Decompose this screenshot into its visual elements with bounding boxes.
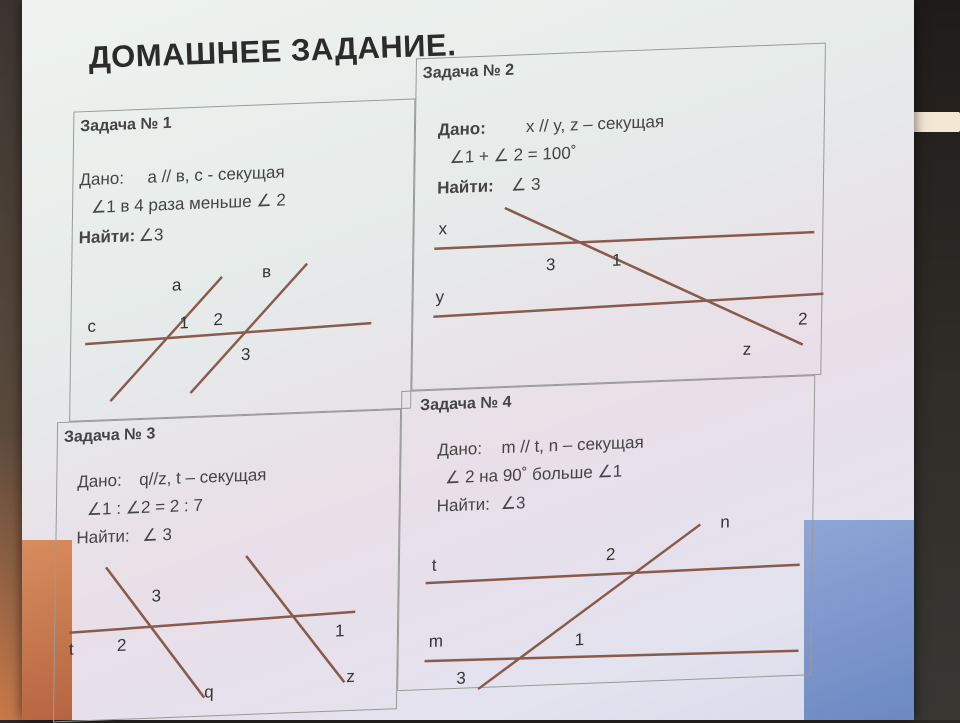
task-2-label-y: y [435, 287, 445, 307]
task-2-label-z: z [742, 339, 752, 359]
task-3-find-label: Найти: [76, 526, 130, 548]
task-3-given-label: Дано: [77, 470, 122, 492]
page-title: ДОМАШНЕЕ ЗАДАНИЕ. [88, 27, 457, 75]
task-3-angle-3: 3 [151, 586, 162, 606]
task-4-given-label: Дано: [437, 438, 483, 460]
task-3-heading: Задача № 3 [63, 425, 156, 446]
task-3-given-line2: ∠1 : ∠2 = 2 : 7 [86, 495, 204, 520]
task-3-label-z: z [346, 666, 356, 687]
task-3-line-t [69, 612, 355, 633]
task-2-angle-2: 2 [797, 309, 808, 329]
task-3-figure [54, 540, 400, 723]
task-4-angle-3: 3 [456, 668, 466, 688]
task-2-line-x [434, 232, 814, 249]
task-4-find-value: ∠3 [500, 493, 526, 514]
task-2-figure [412, 184, 825, 390]
task-grid [53, 42, 830, 702]
task-2-panel [411, 43, 826, 391]
task-1-figure [70, 240, 412, 413]
task-2-given-label: Дано: [437, 118, 486, 140]
task-4-panel [397, 375, 815, 691]
task-4-line-t [426, 565, 800, 583]
task-1-angle-1: 1 [179, 313, 190, 333]
task-1-angle-3: 3 [240, 344, 251, 365]
task-3-panel [53, 409, 401, 722]
task-1-given-label: Дано: [79, 168, 125, 190]
task-3-angle-1: 1 [334, 621, 345, 641]
task-3-find-value: ∠ 3 [142, 524, 173, 545]
task-1-label-a: a [171, 275, 182, 295]
task-3-label-q: q [204, 682, 214, 702]
task-1-heading: Задача № 1 [80, 114, 172, 136]
task-2-given-line1: x // y, z – секущая [525, 111, 665, 137]
task-3-label-t: t [68, 639, 74, 659]
task-1-find-label: Найти: [78, 226, 136, 248]
task-4-heading: Задача № 4 [419, 393, 512, 415]
task-2-angle-1: 1 [611, 250, 622, 270]
task-2-line-y [433, 294, 823, 317]
task-1-find-value: ∠3 [138, 225, 164, 246]
task-2-line-z [503, 196, 805, 356]
task-4-line-m [424, 647, 798, 665]
task-4-angle-2: 2 [605, 544, 616, 565]
task-1-angle-2: 2 [213, 309, 224, 330]
task-2-label-x: x [438, 219, 448, 239]
task-4-figure [398, 506, 814, 692]
task-4-given-line2: ∠ 2 на 90˚ больше ∠1 [444, 461, 623, 488]
task-2-find-label: Найти: [437, 176, 494, 198]
task-4-line-n [478, 525, 700, 690]
task-1-line-c [85, 323, 371, 344]
task-1-panel [69, 98, 415, 421]
task-2-given-line2: ∠1 + ∠ 2 = 100˚ [449, 143, 577, 168]
task-4-angle-1: 1 [574, 629, 585, 650]
task-1-given-line1: a // в, c - секущая [147, 162, 285, 187]
task-1-label-c: c [87, 316, 97, 337]
task-2-angle-3: 3 [545, 255, 556, 275]
task-1-line-a [110, 277, 222, 401]
task-4-label-t: t [431, 555, 437, 575]
task-3-given-line1: q//z, t – секущая [139, 465, 267, 490]
task-1-given-line2: ∠1 в 4 раза меньше ∠ 2 [90, 190, 286, 217]
task-3-line-q [104, 564, 206, 702]
task-4-label-m: m [428, 631, 444, 651]
task-3-angle-2: 2 [116, 635, 127, 655]
task-4-label-n: n [720, 512, 730, 532]
task-4-given-line1: m // t, n – секущая [501, 432, 644, 458]
task-1-label-b: в [261, 261, 272, 282]
task-2-heading: Задача № 2 [422, 61, 515, 83]
task-2-find-value: ∠ 3 [511, 174, 541, 195]
task-4-find-label: Найти: [436, 494, 491, 516]
